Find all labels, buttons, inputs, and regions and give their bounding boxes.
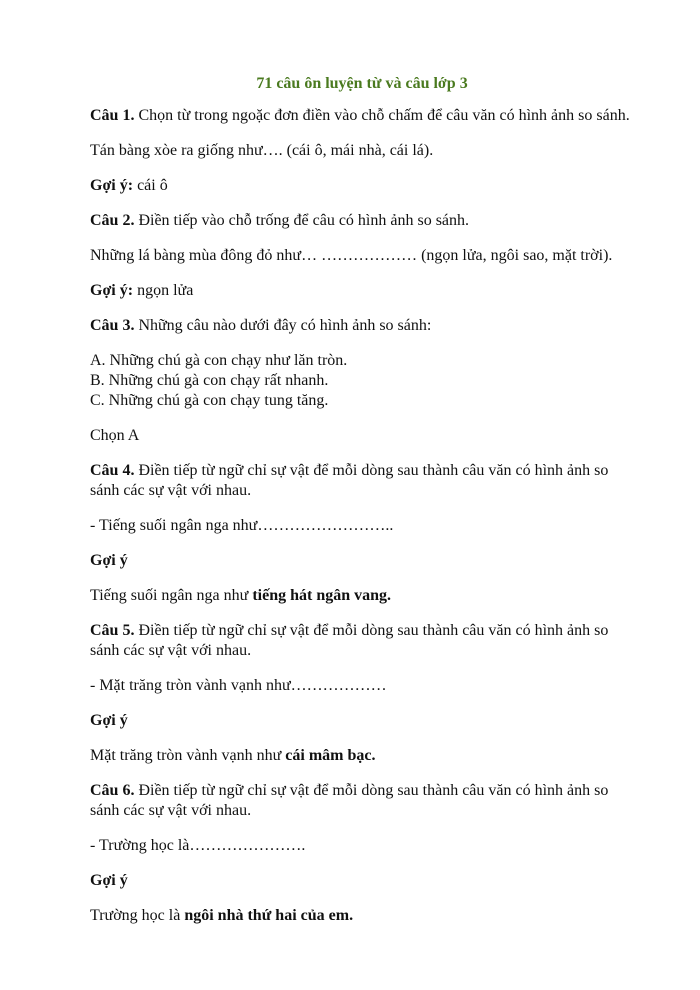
question-4-answer: Tiếng suối ngân nga như tiếng hát ngân vang.: [90, 587, 392, 604]
question-1-hint-label: Gợi ý:: [90, 177, 134, 194]
question-4-text: Điền tiếp từ ngữ chỉ sự vật để mỗi dòng sau thành câu văn có hình ảnh so sánh các sự vật với nhau.: [90, 462, 609, 499]
question-4: [90, 461, 634, 501]
question-6-hint-label: Gợi ý: [90, 872, 128, 889]
question-5-example: - Mặt trăng tròn vành vạnh như………………: [90, 677, 387, 694]
question-3-option-a: A. Những chú gà con chạy như lăn tròn.: [90, 352, 348, 369]
question-4-label: Câu 4.: [90, 462, 135, 479]
question-5: [90, 621, 634, 661]
question-1-hint: [90, 176, 634, 196]
question-5-hint-label: Gợi ý: [90, 712, 128, 729]
question-1-hint-text: cái ô: [133, 177, 168, 194]
question-1-text: Chọn từ trong ngoặc đơn điền vào chỗ chấm để câu văn có hình ảnh so sánh.: [134, 107, 630, 124]
question-3-text: Những câu nào dưới đây có hình ảnh so sánh:: [134, 317, 432, 334]
question-6-label: Câu 6.: [90, 782, 135, 799]
question-2-example: Những lá bàng mùa đông đỏ như… ……………… (ngọn lửa, ngôi sao, mặt trời).: [90, 247, 613, 264]
question-2-text: Điền tiếp vào chỗ trống để câu có hình ảnh so sánh.: [134, 212, 470, 229]
question-2: [90, 211, 634, 231]
question-1-example: Tán bàng xòe ra giống như…. (cái ô, mái nhà, cái lá).: [90, 142, 434, 159]
question-5-answer-bold: cái mâm bạc.: [285, 747, 376, 764]
question-2-label: Câu 2.: [90, 212, 135, 229]
page-title: 71 câu ôn luyện từ và câu lớp 3: [256, 75, 468, 92]
question-6: [90, 781, 634, 821]
question-2-hint-text: ngọn lửa: [133, 282, 194, 299]
question-3: [90, 316, 634, 336]
question-3-label: Câu 3.: [90, 317, 135, 334]
question-5-answer: Mặt trăng tròn vành vạnh như cái mâm bạc.: [90, 747, 376, 764]
question-3-option-b: B. Những chú gà con chạy rất nhanh.: [90, 372, 329, 389]
question-2-hint: [90, 281, 634, 301]
question-3-answer: Chọn A: [90, 427, 140, 444]
question-6-answer: Trường học là ngôi nhà thứ hai của em.: [90, 907, 354, 924]
question-6-answer-bold: ngôi nhà thứ hai của em.: [184, 907, 354, 924]
question-3-option-c: C. Những chú gà con chạy tung tăng.: [90, 392, 329, 409]
question-1-label: Câu 1.: [90, 107, 135, 124]
question-4-example: - Tiếng suối ngân nga như……………………..: [90, 517, 394, 534]
question-5-text: Điền tiếp từ ngữ chỉ sự vật để mỗi dòng sau thành câu văn có hình ảnh so sánh các sự vật với nhau.: [90, 622, 609, 659]
question-5-label: Câu 5.: [90, 622, 135, 639]
question-6-text: Điền tiếp từ ngữ chỉ sự vật để mỗi dòng sau thành câu văn có hình ảnh so sánh các sự vật với nhau.: [90, 782, 609, 819]
question-4-answer-bold: tiếng hát ngân vang.: [252, 587, 392, 604]
question-4-hint-label: Gợi ý: [90, 552, 128, 569]
question-6-example: - Trường học là………………….: [90, 837, 306, 854]
question-1: [90, 106, 634, 126]
question-2-hint-label: Gợi ý:: [90, 282, 134, 299]
